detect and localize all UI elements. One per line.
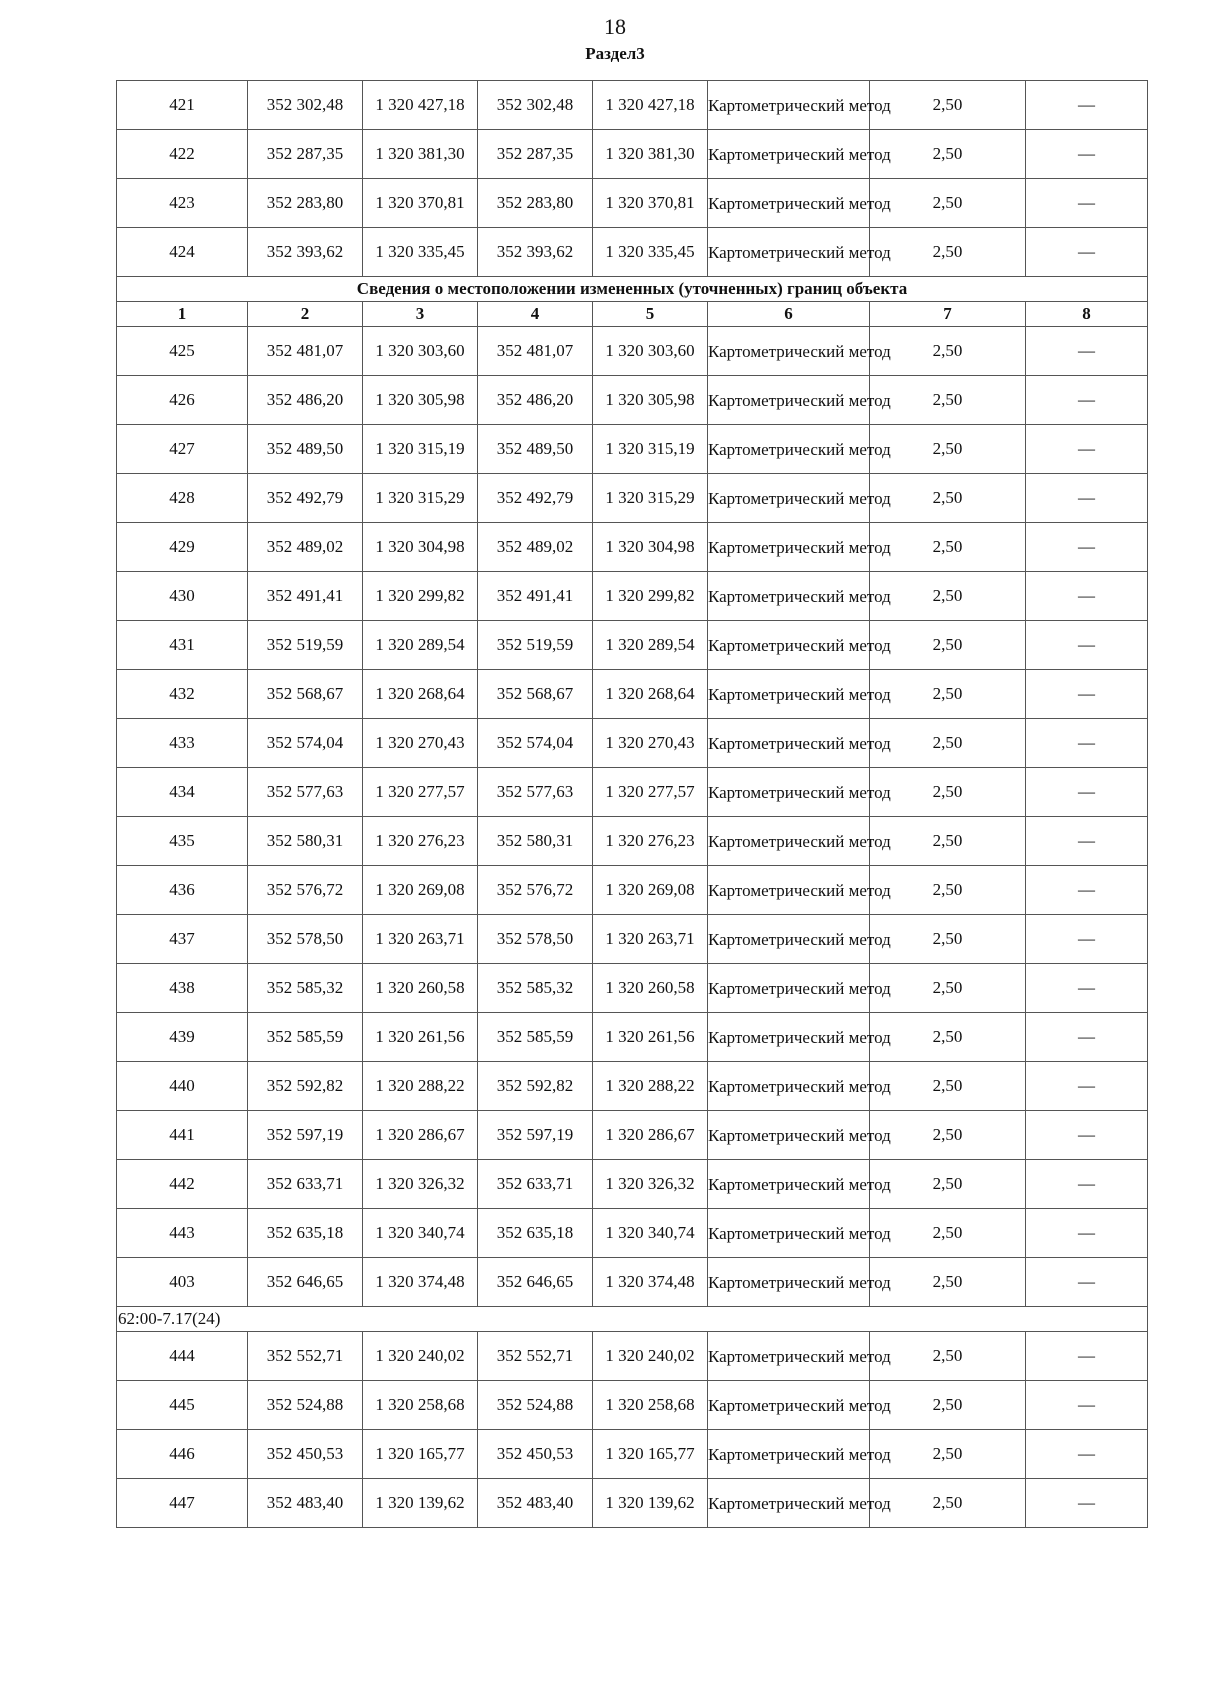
column-number: 5 [593,302,708,327]
table-row [117,474,1148,523]
table-body [117,81,1148,1528]
x-coordinate: 352 483,40 [248,1479,363,1528]
point-number: 432 [117,670,248,719]
coordinates-table [116,80,1148,1528]
y-coordinate-new: 1 320 326,32 [593,1160,708,1209]
table-row [117,327,1148,376]
y-coordinate: 1 320 276,23 [363,817,478,866]
method-cell: Картометрический метод [708,866,870,915]
point-number: 403 [117,1258,248,1307]
table-row [117,915,1148,964]
table-row [117,1062,1148,1111]
y-coordinate: 1 320 326,32 [363,1160,478,1209]
table-row [117,817,1148,866]
note-cell: — [1026,1209,1148,1258]
accuracy-cell: 2,50 [870,1430,1026,1479]
note-cell: — [1026,1013,1148,1062]
x-coordinate: 352 646,65 [248,1258,363,1307]
point-number: 426 [117,376,248,425]
table-row [117,1013,1148,1062]
method-cell: Картометрический метод [708,376,870,425]
y-coordinate: 1 320 269,08 [363,866,478,915]
y-coordinate-new: 1 320 276,23 [593,817,708,866]
table-row [117,1479,1148,1528]
accuracy-cell: 2,50 [870,474,1026,523]
y-coordinate-new: 1 320 240,02 [593,1332,708,1381]
accuracy-cell: 2,50 [870,1160,1026,1209]
y-coordinate-new: 1 320 269,08 [593,866,708,915]
point-number: 441 [117,1111,248,1160]
method-cell: Картометрический метод [708,1209,870,1258]
note-cell: — [1026,327,1148,376]
table-row [117,228,1148,277]
y-coordinate: 1 320 240,02 [363,1332,478,1381]
x-coordinate: 352 524,88 [248,1381,363,1430]
y-coordinate-new: 1 320 288,22 [593,1062,708,1111]
x-coordinate-new: 352 633,71 [478,1160,593,1209]
x-coordinate: 352 633,71 [248,1160,363,1209]
x-coordinate: 352 302,48 [248,81,363,130]
table-subheading-row [117,277,1148,302]
y-coordinate: 1 320 304,98 [363,523,478,572]
table-row [117,768,1148,817]
y-coordinate-new: 1 320 304,98 [593,523,708,572]
x-coordinate: 352 597,19 [248,1111,363,1160]
x-coordinate-new: 352 574,04 [478,719,593,768]
point-number: 446 [117,1430,248,1479]
method-cell: Картометрический метод [708,1062,870,1111]
accuracy-cell: 2,50 [870,425,1026,474]
y-coordinate-new: 1 320 261,56 [593,1013,708,1062]
x-coordinate: 352 492,79 [248,474,363,523]
table-row [117,670,1148,719]
method-cell: Картометрический метод [708,915,870,964]
x-coordinate: 352 592,82 [248,1062,363,1111]
x-coordinate-new: 352 552,71 [478,1332,593,1381]
table-row [117,1332,1148,1381]
y-coordinate-new: 1 320 277,57 [593,768,708,817]
point-number: 445 [117,1381,248,1430]
point-number: 431 [117,621,248,670]
point-number: 425 [117,327,248,376]
column-number: 1 [117,302,248,327]
x-coordinate-new: 352 450,53 [478,1430,593,1479]
group-label-row [117,1307,1148,1332]
note-cell: — [1026,1258,1148,1307]
x-coordinate-new: 352 492,79 [478,474,593,523]
point-number: 427 [117,425,248,474]
note-cell: — [1026,474,1148,523]
x-coordinate: 352 489,50 [248,425,363,474]
x-coordinate: 352 635,18 [248,1209,363,1258]
y-coordinate-new: 1 320 315,29 [593,474,708,523]
y-coordinate: 1 320 340,74 [363,1209,478,1258]
method-cell: Картометрический метод [708,228,870,277]
x-coordinate: 352 287,35 [248,130,363,179]
point-number: 437 [117,915,248,964]
y-coordinate-new: 1 320 335,45 [593,228,708,277]
point-number: 422 [117,130,248,179]
note-cell: — [1026,228,1148,277]
point-number: 429 [117,523,248,572]
y-coordinate: 1 320 370,81 [363,179,478,228]
x-coordinate-new: 352 524,88 [478,1381,593,1430]
x-coordinate-new: 352 585,59 [478,1013,593,1062]
accuracy-cell: 2,50 [870,179,1026,228]
note-cell: — [1026,817,1148,866]
point-number: 444 [117,1332,248,1381]
y-coordinate-new: 1 320 286,67 [593,1111,708,1160]
note-cell: — [1026,1062,1148,1111]
y-coordinate-new: 1 320 303,60 [593,327,708,376]
y-coordinate-new: 1 320 260,58 [593,964,708,1013]
note-cell: — [1026,866,1148,915]
accuracy-cell: 2,50 [870,523,1026,572]
accuracy-cell: 2,50 [870,1013,1026,1062]
x-coordinate: 352 576,72 [248,866,363,915]
method-cell: Картометрический метод [708,1258,870,1307]
point-number: 423 [117,179,248,228]
column-numbers-row [117,302,1148,327]
note-cell: — [1026,130,1148,179]
page-number: 18 [604,14,626,39]
table-row [117,425,1148,474]
x-coordinate: 352 574,04 [248,719,363,768]
y-coordinate: 1 320 315,19 [363,425,478,474]
method-cell: Картометрический метод [708,768,870,817]
accuracy-cell: 2,50 [870,1062,1026,1111]
y-coordinate-new: 1 320 165,77 [593,1430,708,1479]
method-cell: Картометрический метод [708,572,870,621]
x-coordinate-new: 352 491,41 [478,572,593,621]
point-number: 428 [117,474,248,523]
table-row [117,1209,1148,1258]
y-coordinate-new: 1 320 427,18 [593,81,708,130]
y-coordinate-new: 1 320 305,98 [593,376,708,425]
y-coordinate-new: 1 320 268,64 [593,670,708,719]
method-cell: Картометрический метод [708,474,870,523]
method-cell: Картометрический метод [708,1013,870,1062]
y-coordinate: 1 320 286,67 [363,1111,478,1160]
x-coordinate-new: 352 302,48 [478,81,593,130]
x-coordinate-new: 352 287,35 [478,130,593,179]
y-coordinate-new: 1 320 381,30 [593,130,708,179]
y-coordinate-new: 1 320 139,62 [593,1479,708,1528]
note-cell: — [1026,719,1148,768]
point-number: 443 [117,1209,248,1258]
accuracy-cell: 2,50 [870,1381,1026,1430]
x-coordinate-new: 352 646,65 [478,1258,593,1307]
method-cell: Картометрический метод [708,719,870,768]
method-cell: Картометрический метод [708,1381,870,1430]
y-coordinate: 1 320 165,77 [363,1430,478,1479]
point-number: 433 [117,719,248,768]
y-coordinate-new: 1 320 270,43 [593,719,708,768]
y-coordinate: 1 320 139,62 [363,1479,478,1528]
x-coordinate-new: 352 568,67 [478,670,593,719]
x-coordinate-new: 352 481,07 [478,327,593,376]
method-cell: Картометрический метод [708,1430,870,1479]
point-number: 430 [117,572,248,621]
y-coordinate: 1 320 258,68 [363,1381,478,1430]
y-coordinate: 1 320 270,43 [363,719,478,768]
note-cell: — [1026,425,1148,474]
accuracy-cell: 2,50 [870,81,1026,130]
column-number: 6 [708,302,870,327]
y-coordinate: 1 320 305,98 [363,376,478,425]
y-coordinate-new: 1 320 258,68 [593,1381,708,1430]
point-number: 421 [117,81,248,130]
column-number: 3 [363,302,478,327]
x-coordinate-new: 352 576,72 [478,866,593,915]
x-coordinate-new: 352 483,40 [478,1479,593,1528]
note-cell: — [1026,964,1148,1013]
point-number: 434 [117,768,248,817]
y-coordinate: 1 320 303,60 [363,327,478,376]
table-row [117,179,1148,228]
note-cell: — [1026,1479,1148,1528]
note-cell: — [1026,1111,1148,1160]
y-coordinate: 1 320 374,48 [363,1258,478,1307]
point-number: 442 [117,1160,248,1209]
y-coordinate-new: 1 320 315,19 [593,425,708,474]
note-cell: — [1026,1430,1148,1479]
y-coordinate: 1 320 427,18 [363,81,478,130]
method-cell: Картометрический метод [708,81,870,130]
y-coordinate: 1 320 299,82 [363,572,478,621]
x-coordinate-new: 352 393,62 [478,228,593,277]
point-number: 435 [117,817,248,866]
accuracy-cell: 2,50 [870,1209,1026,1258]
x-coordinate: 352 486,20 [248,376,363,425]
note-cell: — [1026,768,1148,817]
table-row [117,523,1148,572]
method-cell: Картометрический метод [708,425,870,474]
y-coordinate: 1 320 268,64 [363,670,478,719]
method-cell: Картометрический метод [708,621,870,670]
y-coordinate: 1 320 288,22 [363,1062,478,1111]
x-coordinate-new: 352 635,18 [478,1209,593,1258]
x-coordinate: 352 519,59 [248,621,363,670]
table-row [117,866,1148,915]
x-coordinate: 352 489,02 [248,523,363,572]
method-cell: Картометрический метод [708,1332,870,1381]
x-coordinate: 352 450,53 [248,1430,363,1479]
accuracy-cell: 2,50 [870,670,1026,719]
y-coordinate-new: 1 320 299,82 [593,572,708,621]
note-cell: — [1026,572,1148,621]
accuracy-cell: 2,50 [870,376,1026,425]
method-cell: Картометрический метод [708,670,870,719]
x-coordinate-new: 352 486,20 [478,376,593,425]
y-coordinate: 1 320 335,45 [363,228,478,277]
x-coordinate: 352 577,63 [248,768,363,817]
x-coordinate-new: 352 489,50 [478,425,593,474]
note-cell: — [1026,179,1148,228]
accuracy-cell: 2,50 [870,130,1026,179]
note-cell: — [1026,670,1148,719]
accuracy-cell: 2,50 [870,964,1026,1013]
accuracy-cell: 2,50 [870,866,1026,915]
y-coordinate-new: 1 320 374,48 [593,1258,708,1307]
y-coordinate: 1 320 277,57 [363,768,478,817]
x-coordinate-new: 352 585,32 [478,964,593,1013]
table-row [117,1258,1148,1307]
accuracy-cell: 2,50 [870,1111,1026,1160]
x-coordinate: 352 393,62 [248,228,363,277]
x-coordinate: 352 491,41 [248,572,363,621]
x-coordinate: 352 283,80 [248,179,363,228]
table-row [117,1430,1148,1479]
table-row [117,572,1148,621]
note-cell: — [1026,1160,1148,1209]
point-number: 424 [117,228,248,277]
x-coordinate: 352 568,67 [248,670,363,719]
x-coordinate-new: 352 577,63 [478,768,593,817]
table-row [117,964,1148,1013]
x-coordinate-new: 352 592,82 [478,1062,593,1111]
accuracy-cell: 2,50 [870,1258,1026,1307]
x-coordinate: 352 585,59 [248,1013,363,1062]
x-coordinate: 352 585,32 [248,964,363,1013]
accuracy-cell: 2,50 [870,768,1026,817]
y-coordinate: 1 320 263,71 [363,915,478,964]
table-row [117,719,1148,768]
note-cell: — [1026,621,1148,670]
accuracy-cell: 2,50 [870,719,1026,768]
method-cell: Картометрический метод [708,817,870,866]
point-number: 440 [117,1062,248,1111]
point-number: 447 [117,1479,248,1528]
note-cell: — [1026,81,1148,130]
table-row [117,1160,1148,1209]
accuracy-cell: 2,50 [870,817,1026,866]
accuracy-cell: 2,50 [870,915,1026,964]
y-coordinate: 1 320 260,58 [363,964,478,1013]
table-subheading: Сведения о местоположении измененных (уточненных) границ объекта [117,277,1148,302]
accuracy-cell: 2,50 [870,1479,1026,1528]
x-coordinate: 352 552,71 [248,1332,363,1381]
y-coordinate-new: 1 320 340,74 [593,1209,708,1258]
method-cell: Картометрический метод [708,523,870,572]
method-cell: Картометрический метод [708,130,870,179]
x-coordinate-new: 352 597,19 [478,1111,593,1160]
method-cell: Картометрический метод [708,1160,870,1209]
method-cell: Картометрический метод [708,1111,870,1160]
column-number: 2 [248,302,363,327]
y-coordinate: 1 320 261,56 [363,1013,478,1062]
column-number: 8 [1026,302,1148,327]
y-coordinate: 1 320 315,29 [363,474,478,523]
note-cell: — [1026,1332,1148,1381]
method-cell: Картометрический метод [708,964,870,1013]
table-row [117,1381,1148,1430]
y-coordinate-new: 1 320 370,81 [593,179,708,228]
x-coordinate-new: 352 580,31 [478,817,593,866]
x-coordinate-new: 352 489,02 [478,523,593,572]
x-coordinate: 352 481,07 [248,327,363,376]
accuracy-cell: 2,50 [870,228,1026,277]
x-coordinate: 352 578,50 [248,915,363,964]
section-title: Раздел3 [585,44,645,63]
x-coordinate-new: 352 578,50 [478,915,593,964]
method-cell: Картометрический метод [708,179,870,228]
method-cell: Картометрический метод [708,327,870,376]
y-coordinate: 1 320 381,30 [363,130,478,179]
y-coordinate-new: 1 320 263,71 [593,915,708,964]
x-coordinate-new: 352 519,59 [478,621,593,670]
accuracy-cell: 2,50 [870,572,1026,621]
point-number: 438 [117,964,248,1013]
method-cell: Картометрический метод [708,1479,870,1528]
x-coordinate: 352 580,31 [248,817,363,866]
accuracy-cell: 2,50 [870,327,1026,376]
y-coordinate: 1 320 289,54 [363,621,478,670]
group-label: 62:00-7.17(24) [117,1307,1148,1332]
table-row [117,81,1148,130]
note-cell: — [1026,376,1148,425]
point-number: 436 [117,866,248,915]
column-number: 7 [870,302,1026,327]
table-row [117,376,1148,425]
accuracy-cell: 2,50 [870,621,1026,670]
note-cell: — [1026,523,1148,572]
x-coordinate-new: 352 283,80 [478,179,593,228]
note-cell: — [1026,1381,1148,1430]
accuracy-cell: 2,50 [870,1332,1026,1381]
y-coordinate-new: 1 320 289,54 [593,621,708,670]
column-number: 4 [478,302,593,327]
table-row [117,621,1148,670]
table-row [117,130,1148,179]
note-cell: — [1026,915,1148,964]
table-row [117,1111,1148,1160]
point-number: 439 [117,1013,248,1062]
